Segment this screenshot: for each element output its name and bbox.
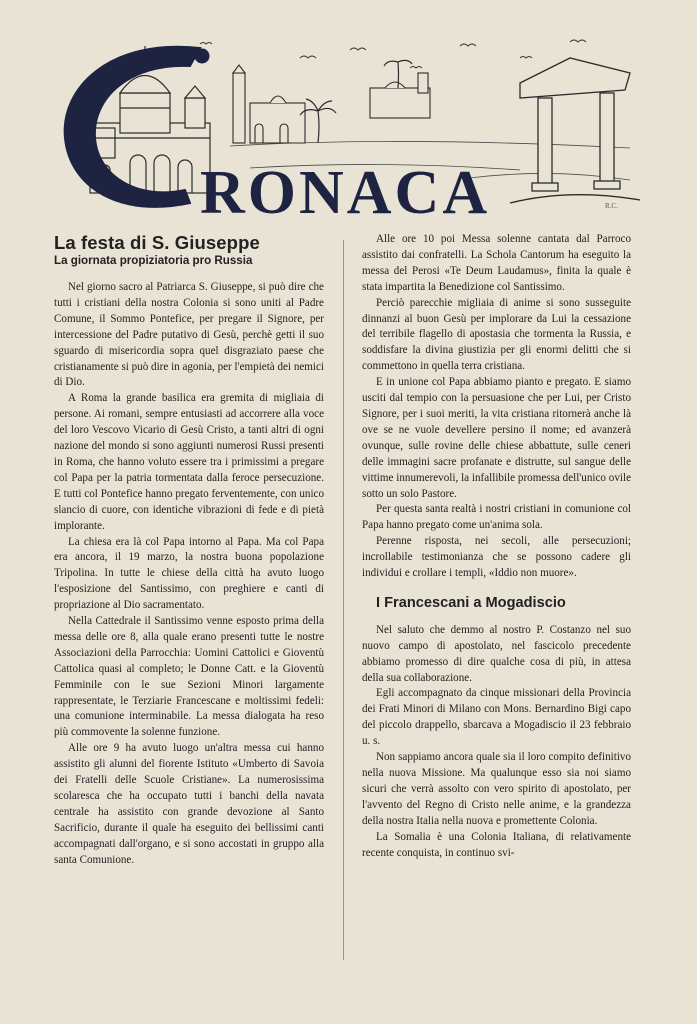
- article-paragraph: Per questa santa realtà i nostri cristiani in comunione col Papa hanno pregato come un'anima sola.: [362, 503, 631, 532]
- svg-text:R.C.: R.C.: [605, 202, 618, 210]
- article-paragraph: Perenne risposta, nei secoli, alle persecuzioni; incrollabile testimonianza che se possono cadere gli individui e crollare i templi, «Iddio non muore».: [362, 535, 631, 580]
- masthead-title: RONACA: [200, 159, 491, 227]
- masthead-illustration: [50, 28, 650, 228]
- column-divider: [343, 240, 344, 960]
- section-paragraph: Egli accompagnato da cinque missionari della Provincia dei Frati Minori di Milano con Mons. Bernardino Bigi capo del piccolo drappello, sbarcava a Mogadiscio il 23 febbraio u. s.: [362, 687, 631, 748]
- article-paragraph: La chiesa era là col Papa intorno al Papa. Ma col Papa era ancora, il 19 marzo, la nostra buona popolazione Tripolina. In tutte le chiese della città ha avuto luogo l'esposizione del Santissimo, con preghiere e canti di propriazione al Dio sacramentato.: [54, 535, 324, 612]
- section-paragraph: La Somalia è una Colonia Italiana, di relativamente recente conquista, in continuo svi-: [362, 830, 631, 859]
- article-paragraph: A Roma la grande basilica era gremita di migliaia di persone. Ai romani, sempre entusiasti ad accorrere alla voce del loro Vescovo Vicario di Gesù Cristo, a tanti altri di ogni nazione del mondo si sono aggiunti numerosi Russi presenti in Roma, che hanno voluto essere tra i primissimi a pregare col Papa per la patria tormentata dalla feroce persecuzione. E tutti col Pontefice hanno pregato ferventemente, con unico slancio di cuore, con identiche vibrazioni di fede e di pietà implorante.: [54, 392, 324, 532]
- town-illustration: [233, 65, 430, 143]
- birds-icon: [200, 40, 586, 68]
- article-paragraph: Nel giorno sacro al Patriarca S. Giuseppe, si può dire che tutti i cristiani della nostra Colonia si sono uniti al Padre Comune, il Sommo Pontefice, per pregare il Signore, per intercessione del Padre putativo di Gesù, perchè getti il suo sguardo di misericordia sopra quel disgraziato paese che cristianamente si può dire in agonia, per l'empietà dei nemici di Dio.: [54, 281, 325, 389]
- article-paragraph: Alle ore 9 ha avuto luogo un'altra messa cui hanno assistito gli alunni del fiorente Istituto «Umberto di Savoia dei Fratelli delle Scuole Cristiane». La numerosissima scolaresca che ha occupato tutti i banchi della navata centrale ha assistito con grande devozione al Santo Sacrificio, durante il quale ha eseguito dei bellissimi canti accompagnati dall'organo, e si sono accostati in gruppo alla santa Comunione.: [54, 742, 324, 866]
- ruined-columns-illustration: [510, 58, 640, 203]
- right-column: [362, 232, 631, 861]
- cronaca-masthead: [50, 28, 650, 228]
- left-column: [54, 232, 324, 869]
- article-paragraph: Perciò parecchie migliaia di anime si sono susseguite dinnanzi al buon Gesù per implorare da Lui la cessazione del terribile flagello di apostasia che tormenta la Russia, e soddisfare la divina giustizia per gli enormi delitti che si commettono in quella terra cristiana.: [362, 296, 631, 373]
- section-paragraph: Nel saluto che demmo al nostro P. Costanzo nel suo nuovo campo di apostolato, nel fascicolo precedente abbiamo promesso di dire qualche cosa di più, in attesa della sua collaborazione.: [362, 623, 631, 684]
- section-title: I Francescani a Mogadiscio: [376, 594, 566, 611]
- article-paragraph: Nella Cattedrale il Santissimo venne esposto prima della messa delle ore 8, alla quale erano presenti tutte le nostre Associazioni della Parrocchia: Uomini Cattolici e Gioventù Cattolica quasi al completo; le Donne Catt. e la Gioventù Femminile con le sue Sezioni Minori largamente rappresentate, le Terziarie Francescane e moltissimi fedeli: una comunione interminabile. La messa dialogata ha reso più commovente la solenne funzione.: [54, 615, 324, 739]
- article-subtitle: La giornata propiziatoria pro Russia: [54, 254, 253, 267]
- article-paragraph: E in unione col Papa abbiamo pianto e pregato. E siamo usciti dal tempio con la persuasione che per Lui, per Cristo Signore, per i suoi meriti, la vita cristiana ritornerà anche là ove se ne vuole devellere persino il nome; ed avanzerà ovunque, sulle rovine delle chiese abbattute, sulle ceneri delle immagini sacre profanate e distrutte, sul sangue delle vittime innumerevoli, la infallibile promessa dell'unico ovile sotto un solo Pastore.: [362, 376, 631, 500]
- article-title: La festa di S. Giuseppe: [54, 232, 260, 253]
- article-paragraph: Alle ore 10 poi Messa solenne cantata dal Parroco assistito dai confratelli. La Schola Cantorum ha eseguito la messa del Perosi «Te Deum Laudamus», finita la quale è stata impartita la Benedizione col Santissimo.: [362, 233, 631, 293]
- section-paragraph: Non sappiamo ancora quale sia il loro compito definitivo nella nuova Missione. Ma qualunque esso sia noi siamo sicuri che verrà assolto con vero spirito di apostolato, per l'avvento del Regno di Cristo nelle anime, e la grandezza della nostra Italia nella nuova e promettente Colonia.: [362, 751, 631, 827]
